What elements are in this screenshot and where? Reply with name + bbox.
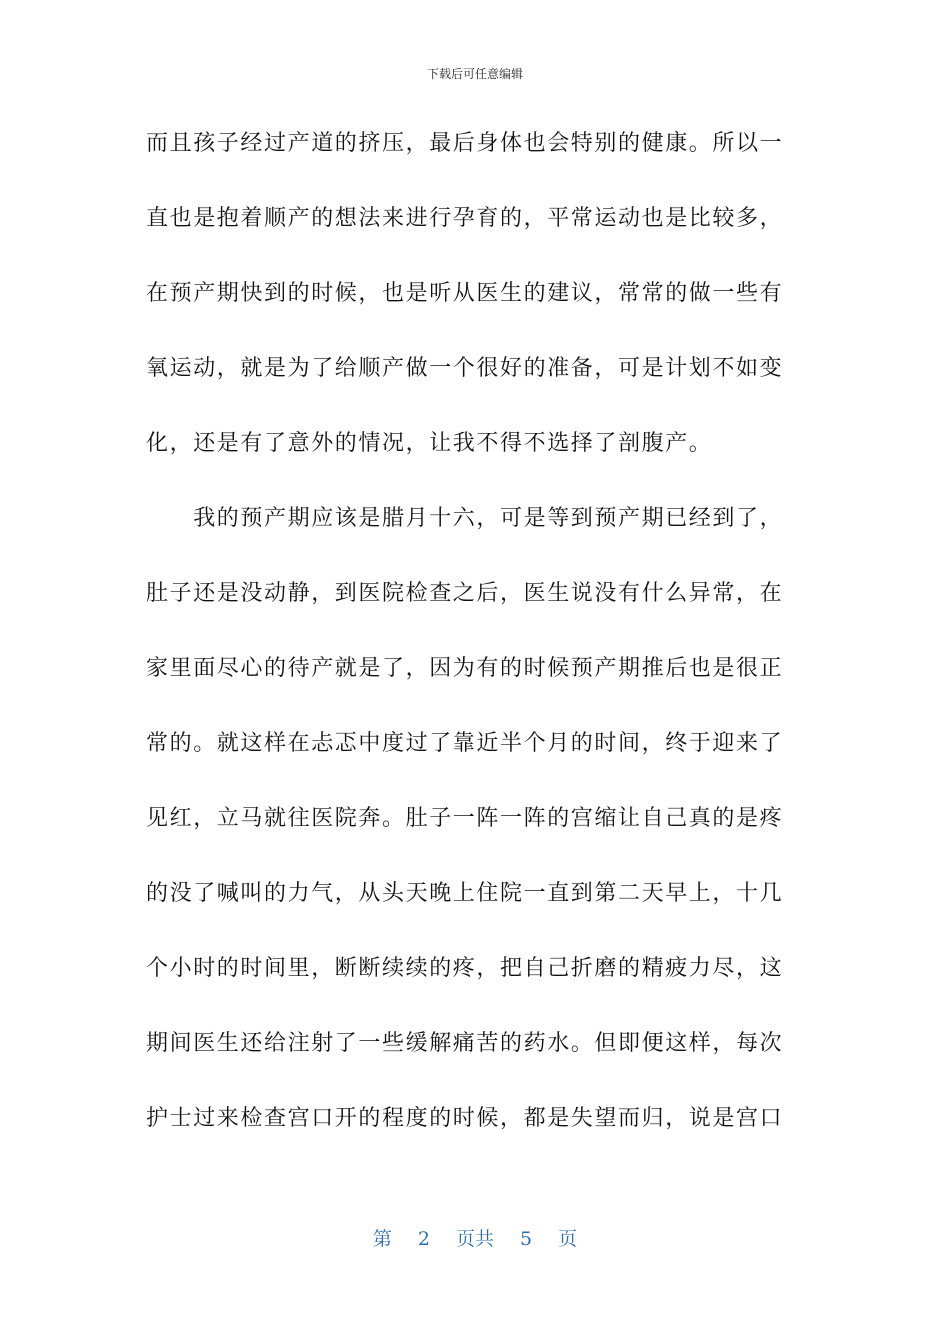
footer-middle: 页共 xyxy=(455,1228,494,1250)
text-line: 直也是抱着顺产的想法来进行孕育的，平常运动也是比较多， xyxy=(146,206,784,231)
footer-suffix: 页 xyxy=(558,1228,578,1250)
header-text: 下载后可任意编辑 xyxy=(426,67,523,81)
text-line: 家里面尽心的待产就是了，因为有的时候预产期推后也是很正 xyxy=(146,656,784,681)
text-line: 的没了喊叫的力气，从头天晚上住院一直到第二天早上，十几 xyxy=(146,881,784,906)
text-line: 期间医生还给注射了一些缓解痛苦的药水。但即便这样，每次 xyxy=(146,1031,784,1056)
text-line: 而且孩子经过产道的挤压，最后身体也会特别的健康。所以一 xyxy=(146,131,784,156)
text-line: 我的预产期应该是腊月十六，可是等到预产期已经到了， xyxy=(146,506,784,531)
text-line: 见红，立马就往医院奔。肚子一阵一阵的宫缩让自己真的是疼 xyxy=(146,806,784,831)
document-body xyxy=(146,106,796,1156)
text-line: 在预产期快到的时候，也是听从医生的建议，常常的做一些有 xyxy=(146,281,784,306)
text-line: 氧运动，就是为了给顺产做一个很好的准备，可是计划不如变 xyxy=(146,356,784,381)
total-pages-number: 5 xyxy=(520,1228,533,1250)
paragraph xyxy=(146,481,796,1156)
text-line: 护士过来检查宫口开的程度的时候，都是失望而归，说是宫口 xyxy=(146,1106,784,1131)
paragraph xyxy=(146,106,796,481)
text-line: 个小时的时间里，断断续续的疼，把自己折磨的精疲力尽，这 xyxy=(146,956,784,981)
page-header xyxy=(0,66,950,82)
text-line: 常的。就这样在忐忑中度过了靠近半个月的时间，终于迎来了 xyxy=(146,731,784,756)
current-page-number: 2 xyxy=(417,1228,430,1250)
page-footer xyxy=(0,1226,950,1252)
text-line: 肚子还是没动静，到医院检查之后，医生说没有什么异常，在 xyxy=(146,581,784,606)
text-line: 化，还是有了意外的情况，让我不得不选择了剖腹产。 xyxy=(146,431,713,456)
footer-prefix: 第 xyxy=(372,1228,392,1250)
